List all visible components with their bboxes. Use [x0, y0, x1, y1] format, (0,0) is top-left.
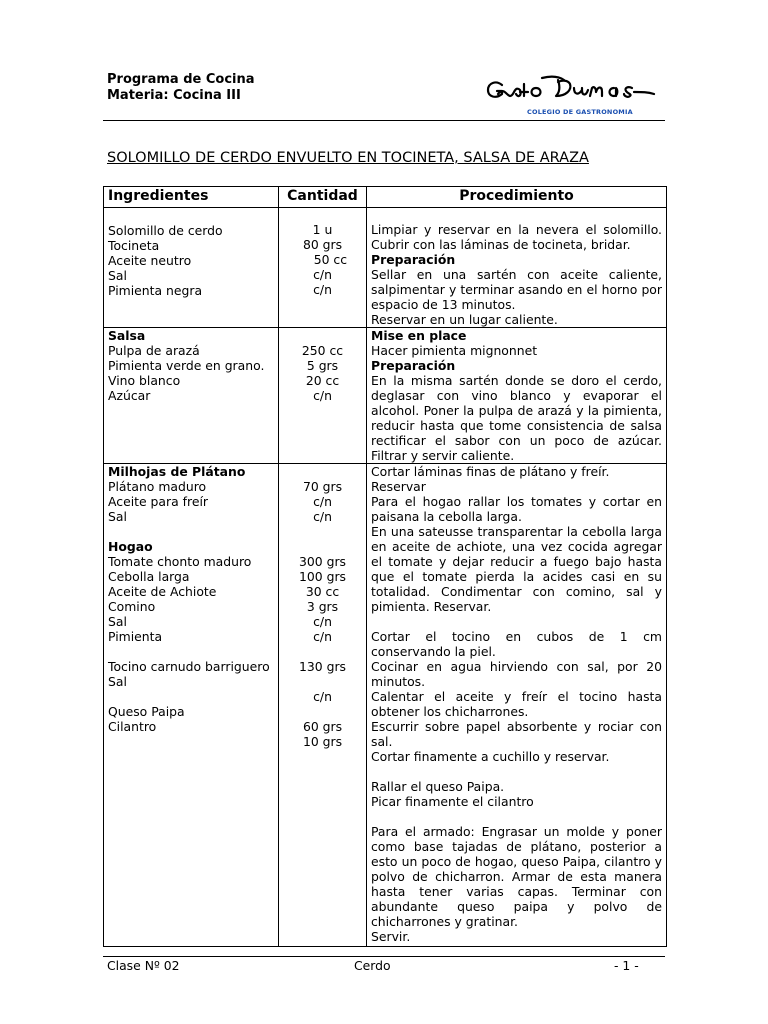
header-ingredientes: Ingredientes [104, 187, 279, 208]
procedure-line: Para el armado: Engrasar un molde y poner como base tajadas de plátano, posterior a esto un poco de hogao, queso Paipa, cilantro y polvo de chicharron. Armar de esta manera hasta tener varias capas. Terminar con abundante queso paipa y polvo de chicharrones y gratinar. [371, 824, 662, 929]
ingredient-line: Aceite de Achiote [108, 584, 217, 599]
recipe-table [103, 186, 667, 947]
procedure-line [371, 614, 662, 629]
procedure-line: Reservar [371, 479, 426, 494]
footer-rule [103, 956, 665, 957]
quantities-cell [279, 208, 367, 328]
footer-page-number: - 1 - [614, 958, 639, 973]
ingredient-line: Comino [108, 599, 156, 614]
procedure-line: Preparación [371, 252, 456, 267]
table-row [104, 464, 667, 947]
quantity-line: c/n [313, 629, 332, 644]
ingredient-line [108, 689, 274, 704]
quantity-line: 20 cc [305, 373, 340, 388]
procedure-line: Mise en place [371, 328, 467, 343]
quantity-line: c/n [313, 689, 332, 704]
quantity-line: 3 grs [306, 599, 339, 614]
ingredient-line: Azúcar [108, 388, 151, 403]
procedure-line: Preparación [371, 358, 456, 373]
procedure-line: Limpiar y reservar en la nevera el solomillo. Cubrir con las láminas de tocineta, bridar. [371, 222, 662, 252]
procedure-line [371, 809, 662, 824]
procedure-line: Para el hogao rallar los tomates y cortar en paisana la cebolla larga. [371, 494, 662, 524]
ingredient-line: Sal [108, 674, 127, 689]
quantity-line [283, 328, 362, 343]
ingredient-line: Vino blanco [108, 373, 181, 388]
footer-class-number: Clase Nº 02 [107, 958, 180, 973]
ingredient-line [108, 644, 274, 659]
quantity-line: 5 grs [306, 358, 339, 373]
quantity-line: c/n [313, 614, 332, 629]
procedure-cell [367, 328, 667, 464]
quantity-line: c/n [313, 494, 332, 509]
ingredients-cell [104, 328, 279, 464]
table-row [104, 208, 667, 328]
document-header [107, 72, 255, 104]
quantity-line: 300 grs [298, 554, 346, 569]
ingredient-line: Sal [108, 614, 127, 629]
header-procedimiento: Procedimiento [367, 187, 667, 208]
quantity-line [283, 644, 362, 659]
quantity-line: c/n [313, 388, 332, 403]
quantity-line: 130 grs [298, 659, 346, 674]
ingredient-line: Aceite neutro [108, 253, 192, 268]
procedure-line: Cocinar en agua hirviendo con sal, por 20 minutos. [371, 659, 662, 689]
procedure-cell [367, 208, 667, 328]
ingredient-line [108, 524, 274, 539]
quantity-line [283, 539, 362, 554]
ingredient-line: Cilantro [108, 719, 157, 734]
ingredient-line: Tomate chonto maduro [108, 554, 252, 569]
ingredient-line: Tocino carnudo barriguero [108, 659, 270, 674]
ingredients-cell [104, 464, 279, 947]
quantity-line [283, 674, 362, 689]
quantity-line: c/n [313, 509, 332, 524]
procedure-cell [367, 464, 667, 947]
ingredient-line: Milhojas de Plátano [108, 464, 246, 479]
quantity-line [283, 464, 362, 479]
procedure-line: Rallar el queso Paipa. [371, 779, 505, 794]
quantity-line: 100 grs [298, 569, 346, 584]
quantity-line [283, 524, 362, 539]
quantity-line: 80 grs [302, 237, 343, 252]
quantity-line: 70 grs [302, 479, 343, 494]
procedure-line: Hacer pimienta mignonnet [371, 343, 538, 358]
subject-label: Materia: Cocina III [107, 88, 241, 103]
procedure-line: En una sateusse transparentar la cebolla larga en aceite de achiote, una vez cocida agregar el tomate y dejar reducir a fuego bajo hasta que el tomate pierda la acides casi en su totalidad. Condimentar con comino, sal y pimienta. Reservar. [371, 524, 662, 614]
header-rule [103, 120, 665, 121]
quantities-cell [279, 464, 367, 947]
procedure-line: Picar finamente el cilantro [371, 794, 534, 809]
ingredients-cell [104, 208, 279, 328]
table-row [104, 328, 667, 464]
ingredient-line: Pulpa de arazá [108, 343, 200, 358]
ingredient-line [108, 208, 274, 223]
ingredient-line: Cebolla larga [108, 569, 190, 584]
logo-tagline: COLEGIO DE GASTRONOMIA [527, 108, 633, 116]
procedure-line: Reservar en un lugar caliente. [371, 312, 558, 327]
procedure-line: Escurrir sobre papel absorbente y rociar con sal. [371, 719, 662, 749]
procedure-line: Cortar finamente a cuchillo y reservar. [371, 749, 610, 764]
procedure-line: Calentar el aceite y freír el tocino hasta obtener los chicharrones. [371, 689, 662, 719]
ingredient-line: Sal [108, 509, 127, 524]
ingredient-line: Solomillo de cerdo [108, 223, 223, 238]
header-cantidad: Cantidad [279, 187, 367, 208]
quantity-line: 30 cc [305, 584, 340, 599]
procedure-line: Servir. [371, 929, 411, 944]
quantity-line: 10 grs [302, 734, 343, 749]
program-label: Programa de Cocina [107, 72, 255, 87]
quantity-line: 60 grs [302, 719, 343, 734]
recipe-title: SOLOMILLO DE CERDO ENVUELTO EN TOCINETA, SALSA DE ARAZA [107, 150, 589, 166]
quantity-line: 250 cc [301, 343, 344, 358]
ingredient-line: Pimienta [108, 629, 163, 644]
quantity-line: c/n [313, 282, 332, 297]
table-header-row [104, 187, 667, 208]
quantities-cell [279, 328, 367, 464]
ingredient-line: Pimienta verde en grano. [108, 358, 265, 373]
quantity-line [283, 704, 362, 719]
procedure-line: Cortar láminas finas de plátano y freír. [371, 464, 610, 479]
procedure-line: Sellar en una sartén con aceite caliente, salpimentar y terminar asando en el horno por espacio de 13 minutos. [371, 267, 662, 312]
quantity-line: 50 cc [297, 252, 348, 267]
footer-topic: Cerdo [354, 958, 391, 973]
quantity-line: 1 u [312, 222, 333, 237]
ingredient-line: Queso Paipa [108, 704, 185, 719]
procedure-line: Cortar el tocino en cubos de 1 cm conservando la piel. [371, 629, 662, 659]
procedure-line [371, 764, 662, 779]
procedure-line: En la misma sartén donde se doro el cerdo, deglasar con vino blanco y evaporar el alcohol. Poner la pulpa de arazá y la pimienta, reducir hasta que tome consistencia de salsa rectificar el sabor con un poco de azúcar. Filtrar y servir caliente. [371, 373, 662, 463]
ingredient-line: Plátano maduro [108, 479, 207, 494]
ingredient-line: Hogao [108, 539, 153, 554]
ingredient-line: Aceite para freír [108, 494, 208, 509]
ingredient-line: Sal [108, 268, 127, 283]
ingredient-line: Salsa [108, 328, 146, 343]
quantity-line: c/n [313, 267, 332, 282]
ingredient-line: Pimienta negra [108, 283, 203, 298]
ingredient-line: Tocineta [108, 238, 160, 253]
